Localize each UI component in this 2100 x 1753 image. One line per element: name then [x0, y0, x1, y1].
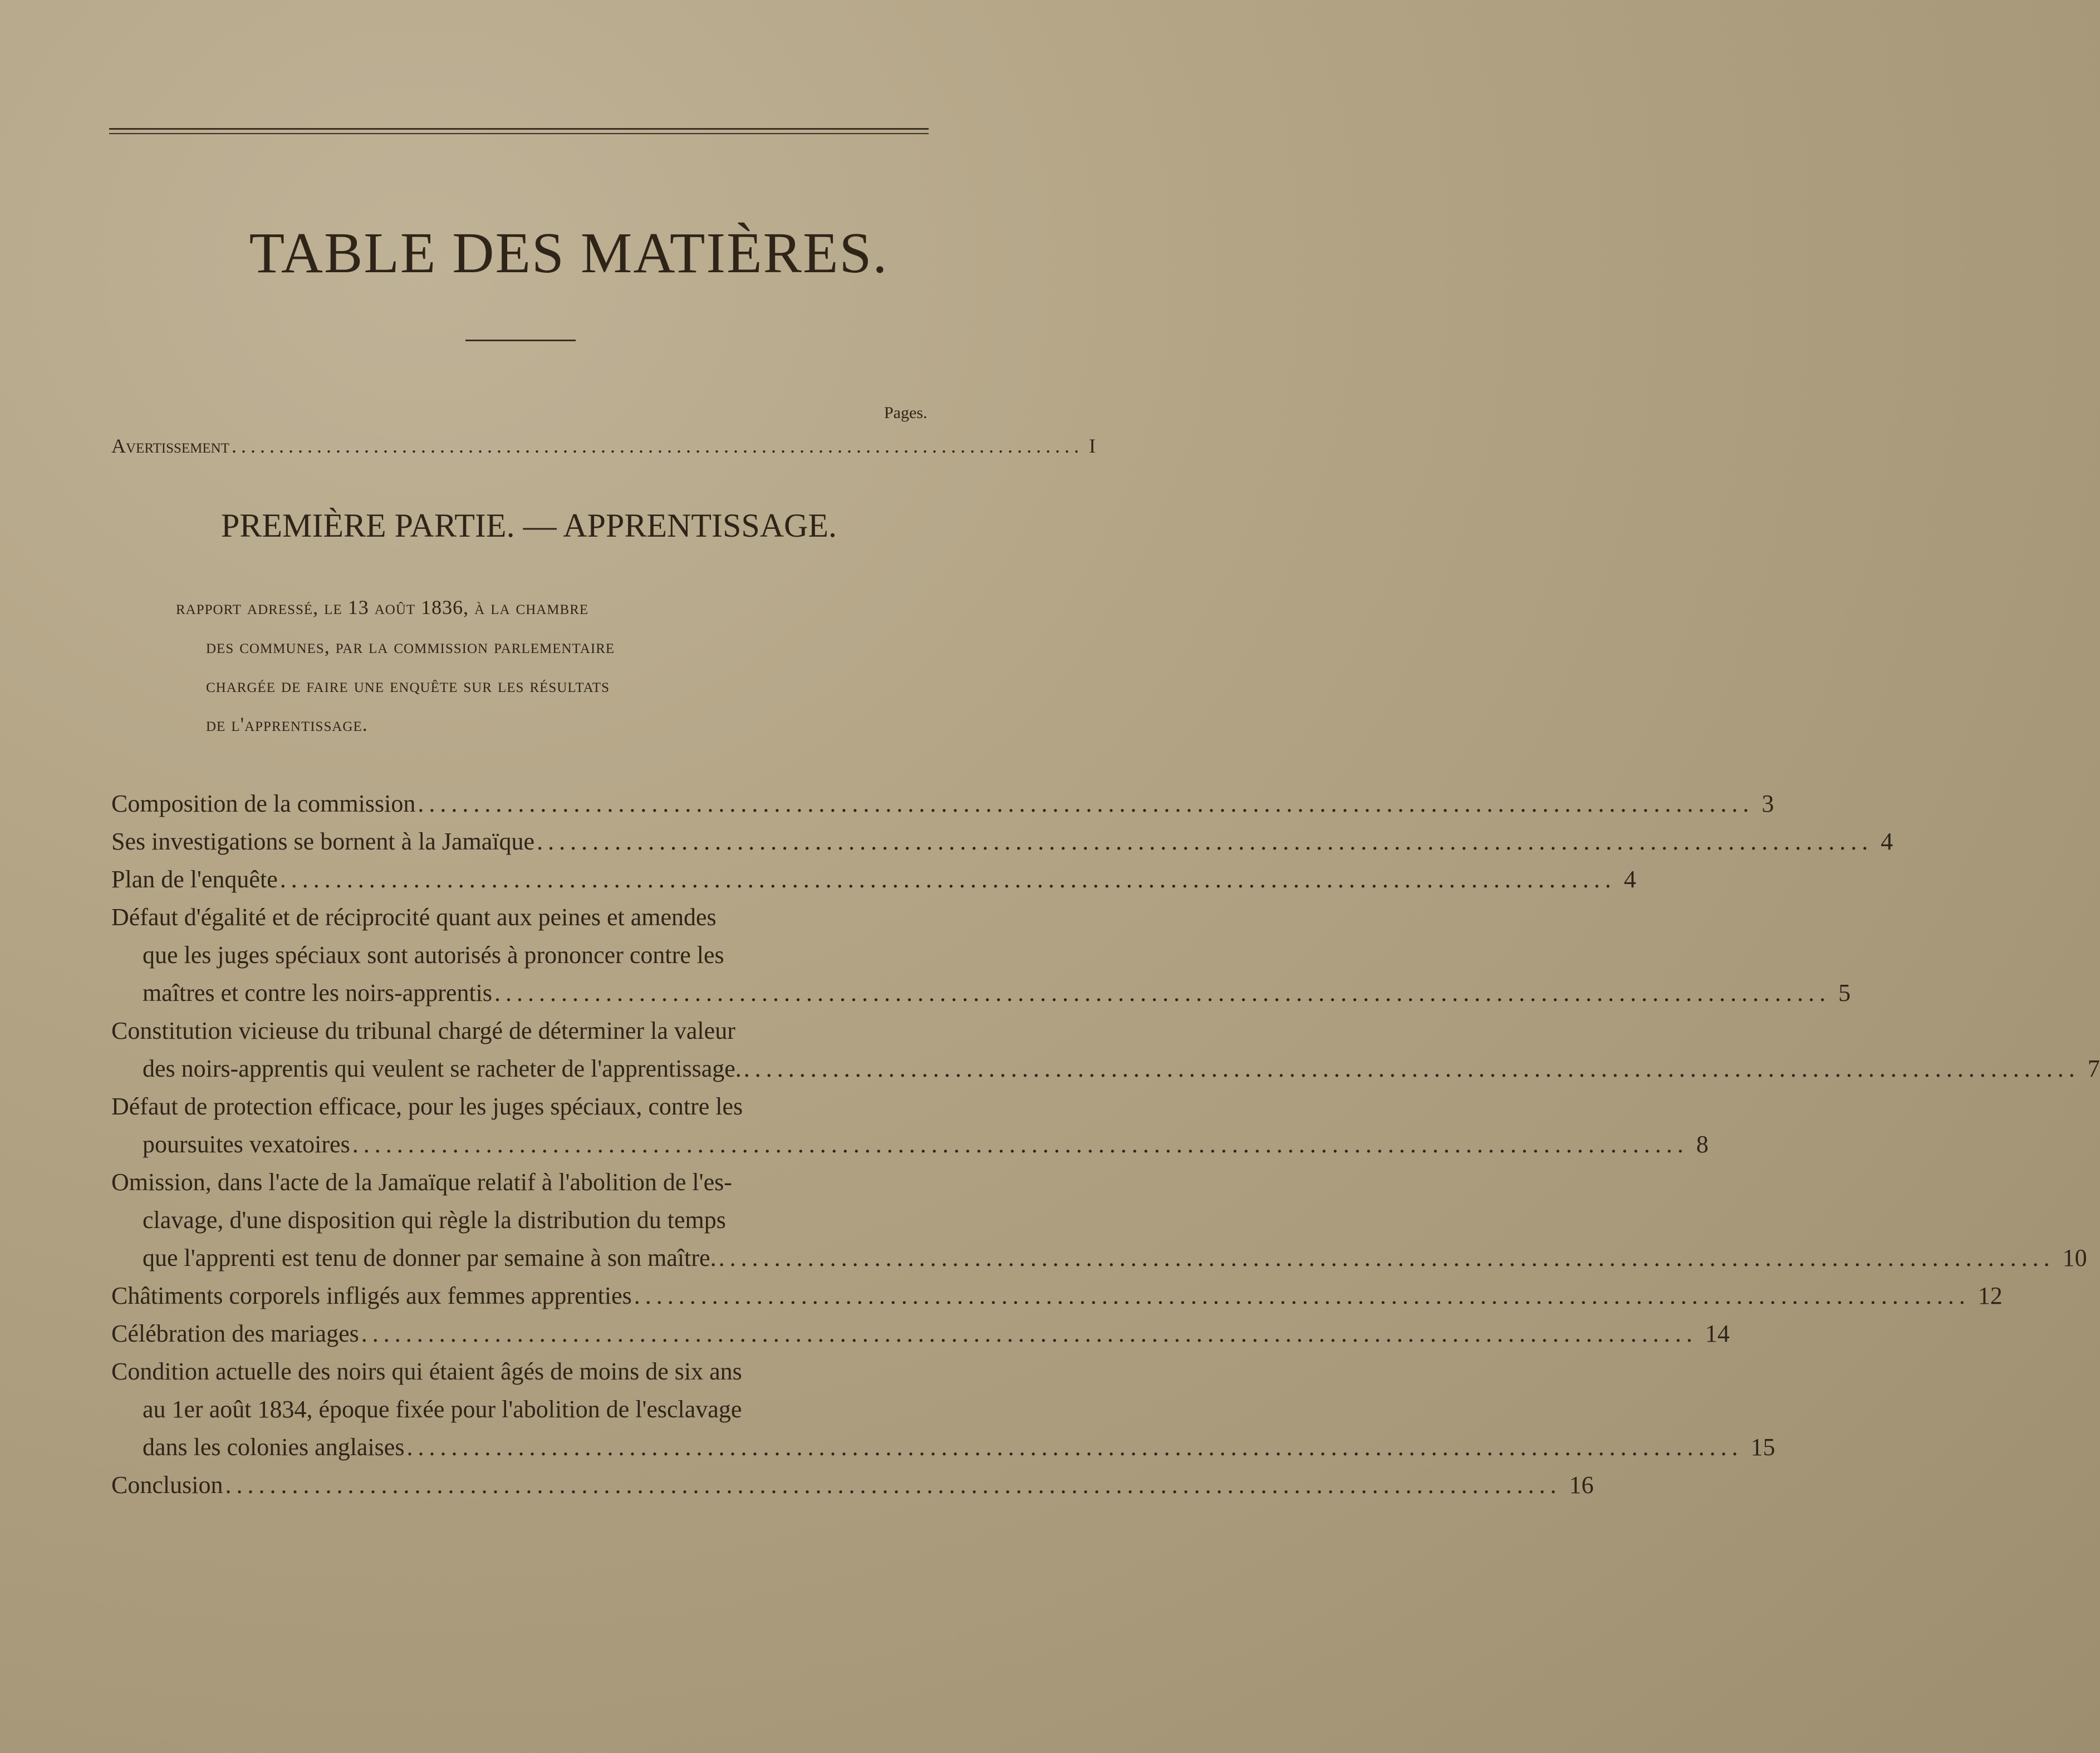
entry-label: Avertissement: [111, 435, 229, 457]
entry-page: I: [1089, 435, 1096, 457]
entry-page: 4: [1881, 828, 1893, 855]
dot-leader: ........................................................................................................................: [406, 1433, 1743, 1461]
entry-text: au 1er août 1834, époque fixée pour l'abolition de l'esclavage: [143, 1396, 742, 1423]
toc-entry-line: [111, 1050, 2100, 1088]
toc-entry-line: [111, 1428, 1775, 1466]
entry-text: Ses investigations se bornent à la Jamaïque: [111, 828, 535, 855]
toc-entry-line: [111, 823, 1893, 861]
entry-text: Châtiments corporels infligés aux femmes apprenties: [111, 1282, 632, 1309]
entry-page: 7: [2087, 1055, 2100, 1082]
entry-text: Plan de l'enquête: [111, 866, 278, 893]
dot-leader: ..........................................................................................: [232, 435, 1083, 457]
top-double-rule: [109, 128, 929, 130]
entry-page: 15: [1750, 1433, 1775, 1461]
entry-page: 3: [1762, 790, 1774, 817]
toc-entry-line: [111, 1391, 935, 1428]
toc-entry-line: [111, 936, 935, 974]
top-double-rule-lower: [109, 133, 929, 134]
dot-leader: ........................................................................................................................: [279, 866, 1616, 893]
toc-entry-avertissement: [111, 434, 1096, 458]
dot-leader: ........................................................................................................................: [361, 1320, 1697, 1347]
toc-entry-line: [111, 1353, 935, 1391]
rapport-line: chargée de faire une enquête sur les résultats: [206, 674, 610, 696]
dot-leader: ........................................................................................................................: [225, 1471, 1562, 1499]
toc-entry-line: [111, 1466, 1594, 1504]
entry-text: Composition de la commission: [111, 790, 416, 817]
entry-text: Condition actuelle des noirs qui étaient âgés de moins de six ans: [111, 1358, 742, 1385]
title-divider: [465, 340, 576, 341]
pages-column-header: Pages.: [884, 404, 928, 422]
dot-leader: ........................................................................................................................: [494, 979, 1831, 1006]
toc-entry-line: [111, 1201, 935, 1239]
entry-text: poursuites vexatoires: [143, 1131, 350, 1158]
rapport-line: des communes, par la commission parlementaire: [206, 635, 615, 657]
toc-entry-line: [111, 898, 935, 936]
entry-text: Conclusion: [111, 1471, 223, 1499]
dot-leader: ........................................................................................................................: [718, 1244, 2055, 1271]
toc-entry-line: [111, 974, 1851, 1012]
toc-entry-line: [111, 1277, 2003, 1315]
entry-text: clavage, d'une disposition qui règle la distribution du temps: [143, 1206, 726, 1234]
page-title: TABLE DES MATIÈRES.: [249, 221, 889, 285]
entry-text: que les juges spéciaux sont autorisés à prononcer contre les: [143, 941, 724, 969]
toc-entry-line: [111, 1315, 1730, 1353]
dot-leader: ........................................................................................................................: [634, 1282, 1970, 1309]
entry-text: maîtres et contre les noirs-apprentis: [143, 979, 493, 1006]
entry-text: Défaut de protection efficace, pour les juges spéciaux, contre les: [111, 1093, 743, 1120]
entry-text: Défaut d'égalité et de réciprocité quant aux peines et amendes: [111, 903, 717, 931]
entry-page: 14: [1705, 1320, 1730, 1347]
entry-text: Constitution vicieuse du tribunal chargé de déterminer la valeur: [111, 1017, 735, 1044]
entry-page: 12: [1978, 1282, 2003, 1309]
toc-entry-line: [111, 1088, 935, 1126]
dot-leader: ........................................................................................................................: [743, 1055, 2080, 1082]
entry-page: 10: [2062, 1244, 2087, 1271]
toc-entry-line: [111, 1012, 935, 1050]
dot-leader: ........................................................................................................................: [537, 828, 1873, 855]
dot-leader: ........................................................................................................................: [418, 790, 1754, 817]
toc-entry-line: [111, 1163, 935, 1201]
entry-text: Omission, dans l'acte de la Jamaïque relatif à l'abolition de l'es-: [111, 1168, 732, 1196]
toc-entries: [111, 785, 2100, 1504]
entry-text: des noirs-apprentis qui veulent se racheter de l'apprentissage.: [143, 1055, 742, 1082]
entry-page: 16: [1569, 1471, 1594, 1499]
entry-text: que l'apprenti est tenu de donner par semaine à son maître.: [143, 1244, 717, 1271]
entry-page: 4: [1623, 866, 1636, 893]
toc-entry-line: [111, 1239, 2087, 1277]
rapport-line: rapport adressé, le 13 août 1836, à la chambre: [176, 596, 589, 618]
toc-entry-line: [111, 785, 1774, 823]
part-heading: PREMIÈRE PARTIE. — APPRENTISSAGE.: [220, 507, 837, 544]
entry-page: 5: [1838, 979, 1851, 1006]
dot-leader: ........................................................................................................................: [352, 1131, 1689, 1158]
rapport-line: de l'apprentissage.: [206, 713, 368, 735]
toc-entry-line: [111, 1126, 1709, 1163]
entry-text: dans les colonies anglaises: [143, 1433, 405, 1461]
entry-page: 8: [1696, 1131, 1709, 1158]
entry-text: Célébration des mariages: [111, 1320, 359, 1347]
toc-entry-line: [111, 861, 1636, 898]
